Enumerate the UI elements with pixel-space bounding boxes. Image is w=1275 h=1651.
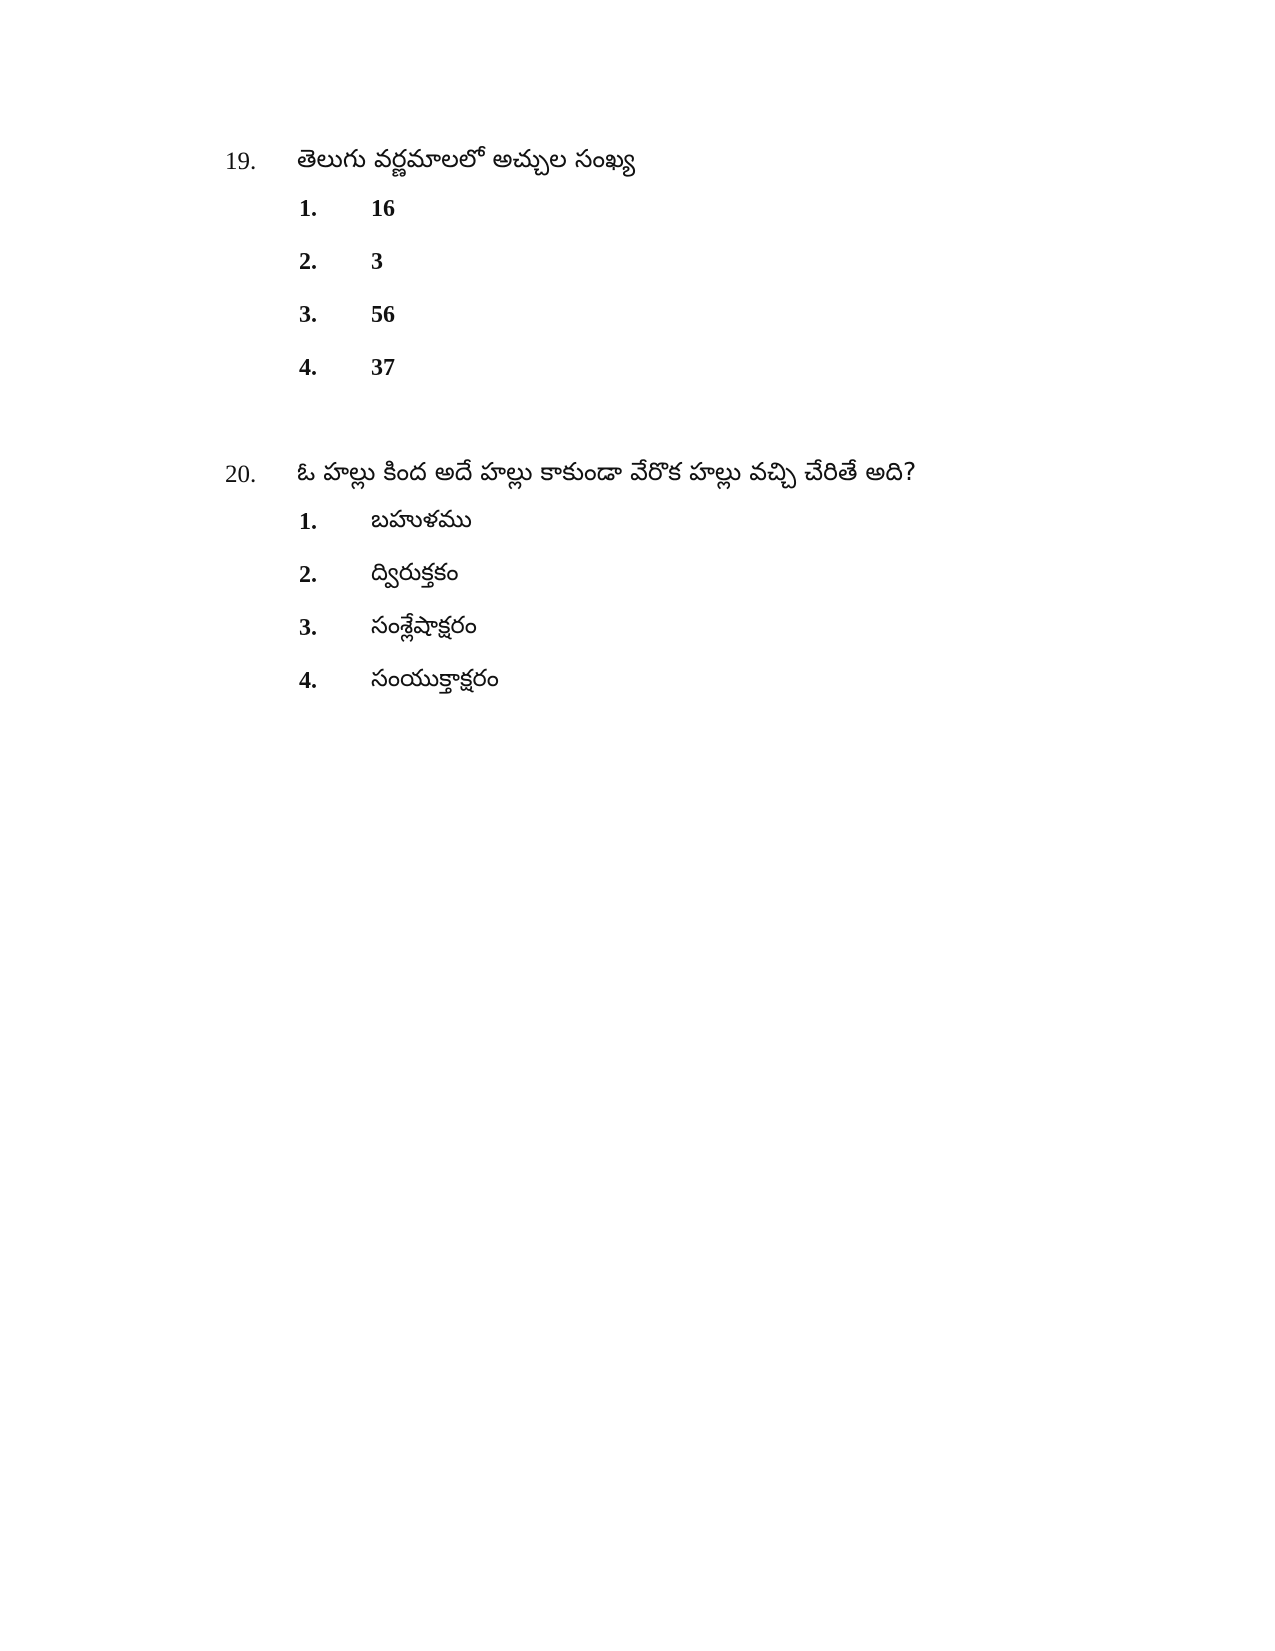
question-text: తెలుగు వర్ణమాలలో అచ్చుల సంఖ్య: [297, 144, 636, 173]
option-4: [225, 660, 985, 713]
option-text: 3: [371, 249, 383, 275]
question-19: [225, 140, 985, 400]
option-number: 4.: [299, 355, 317, 381]
question-text: ఓ హల్లు కింద అదే హల్లు కాకుండా వేరొక హల్లు వచ్చి చేరితే అది?: [297, 457, 917, 486]
option-4: [225, 347, 985, 400]
option-text: సంయుక్తాక్షరం: [371, 664, 499, 692]
option-number: 4.: [299, 668, 317, 694]
option-1: [225, 188, 985, 241]
options-list: [225, 501, 985, 713]
option-text: ద్విరుక్తకం: [371, 558, 459, 586]
question-number: 19.: [225, 148, 257, 175]
option-number: 1.: [299, 509, 317, 535]
option-number: 3.: [299, 302, 317, 328]
question-number: 20.: [225, 461, 257, 488]
option-2: [225, 554, 985, 607]
option-number: 3.: [299, 615, 317, 641]
option-text: సంశ్లేషాక్షరం: [371, 611, 477, 639]
option-number: 2.: [299, 562, 317, 588]
option-2: [225, 241, 985, 294]
option-text: 37: [371, 355, 395, 381]
option-number: 1.: [299, 196, 317, 222]
option-text: 56: [371, 302, 395, 328]
question-20: [225, 453, 985, 713]
options-list: [225, 188, 985, 400]
option-3: [225, 294, 985, 347]
option-3: [225, 607, 985, 660]
question-header: [225, 140, 985, 184]
option-number: 2.: [299, 249, 317, 275]
option-text: 16: [371, 196, 395, 222]
option-1: [225, 501, 985, 554]
question-header: [225, 453, 985, 497]
option-text: బహుళము: [371, 505, 472, 533]
